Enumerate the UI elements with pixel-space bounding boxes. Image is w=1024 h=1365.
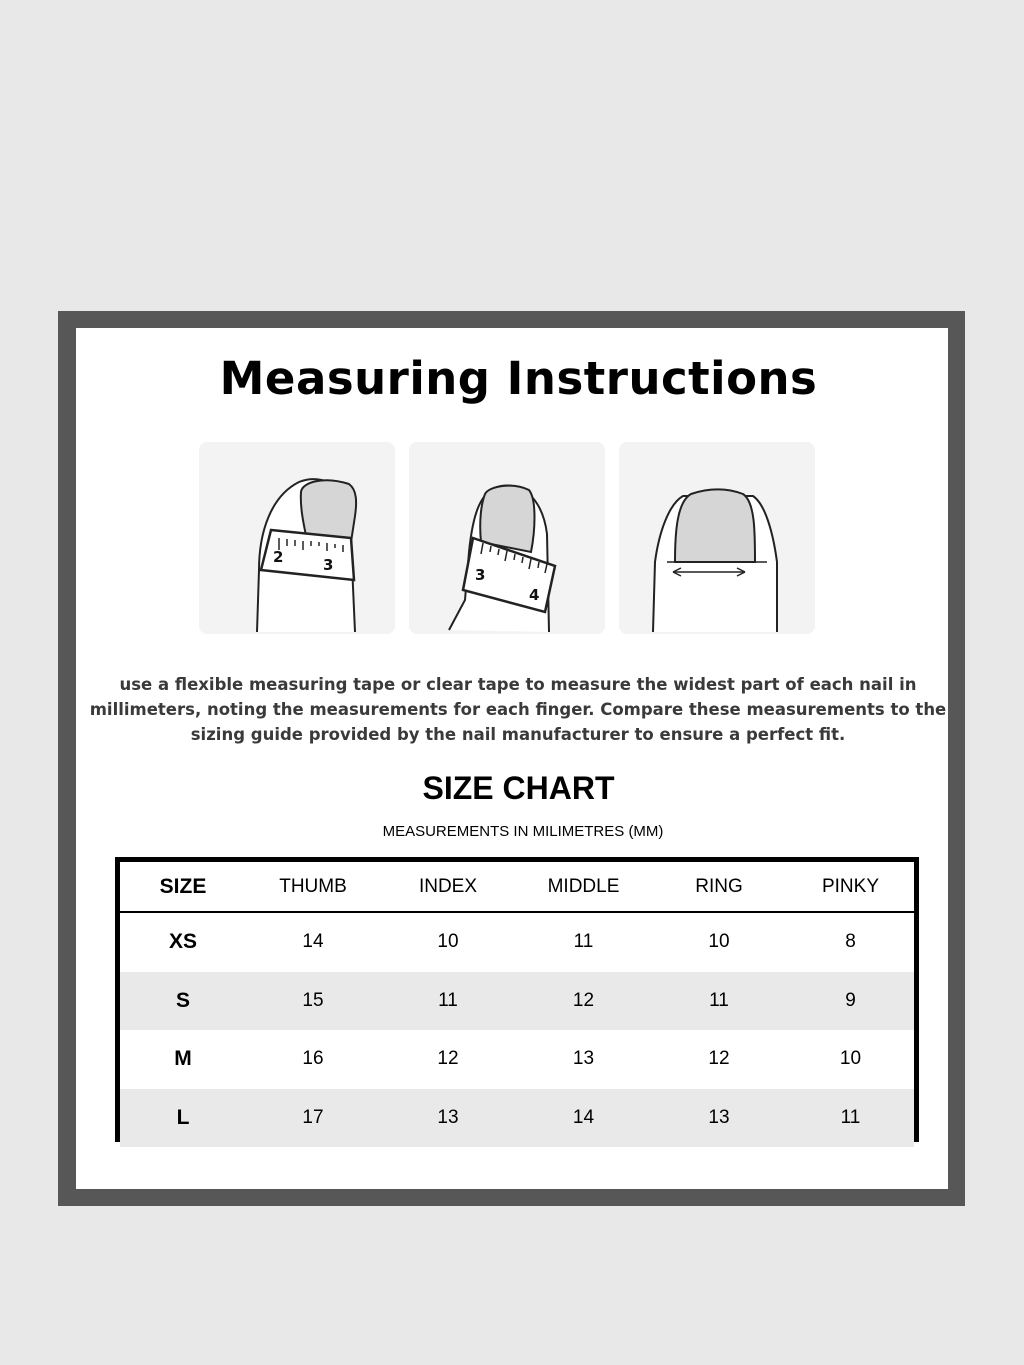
table-row <box>120 1030 914 1089</box>
table-row <box>120 1089 914 1148</box>
thumb-cell: 17 <box>246 1089 380 1148</box>
ring-cell: 12 <box>708 1048 730 1070</box>
size-cell: S <box>120 972 246 1031</box>
pinky-cell: 8 <box>845 931 856 953</box>
finger-tape-angled-icon <box>409 442 605 634</box>
tape-number-4: 4 <box>529 586 540 604</box>
size-chart-subtitle: MEASUREMENTS IN MILIMETRES (MM) <box>382 823 664 840</box>
middle-cell: 14 <box>516 1089 651 1148</box>
ring-cell: 13 <box>651 1089 787 1148</box>
measuring-instructions-text: use a flexible measuring tape or clear tape to measure the widest part of each nail in millimeters, noting the measurements for each finger. Compare these measurements to the sizing guide provided by the nail manufacturer to ensure a perfect fit. <box>89 675 947 744</box>
middle-cell: 11 <box>573 931 594 953</box>
tape-number-3: 3 <box>323 556 334 574</box>
index-cell: 10 <box>437 931 459 953</box>
page-title: Measuring Instructions <box>219 352 818 405</box>
ring-cell: 11 <box>651 972 787 1031</box>
table-header-row <box>120 862 914 912</box>
pinky-cell: 11 <box>787 1089 914 1148</box>
thumb-cell: 14 <box>302 931 324 953</box>
header-thumb: THUMB <box>246 862 380 912</box>
index-cell: 13 <box>380 1089 516 1148</box>
thumb-cell: 16 <box>302 1048 324 1070</box>
size-chart-title: SIZE CHART <box>422 770 615 806</box>
size-cell: XS <box>168 930 197 954</box>
header-index: INDEX <box>380 862 516 912</box>
middle-cell: 13 <box>572 1048 595 1070</box>
header-middle: MIDDLE <box>516 862 651 912</box>
size-chart-table <box>115 857 919 1142</box>
finger-tape-measure-icon <box>199 442 395 634</box>
header-size: SIZE <box>120 862 246 912</box>
size-cell: L <box>120 1089 246 1148</box>
table-row <box>120 972 914 1031</box>
table-row <box>120 912 914 972</box>
middle-cell: 12 <box>516 972 651 1031</box>
header-ring: RING <box>651 862 787 912</box>
index-cell: 11 <box>380 972 516 1031</box>
ring-cell: 10 <box>708 931 730 953</box>
pinky-cell: 9 <box>787 972 914 1031</box>
pinky-cell: 10 <box>839 1048 862 1070</box>
nail-width-arrow-icon <box>619 442 815 634</box>
header-pinky: PINKY <box>787 862 914 912</box>
size-cell: M <box>174 1047 192 1071</box>
index-cell: 12 <box>437 1048 459 1070</box>
thumb-cell: 15 <box>246 972 380 1031</box>
tape-number-3: 3 <box>475 566 486 584</box>
tape-number-2: 2 <box>273 548 284 566</box>
